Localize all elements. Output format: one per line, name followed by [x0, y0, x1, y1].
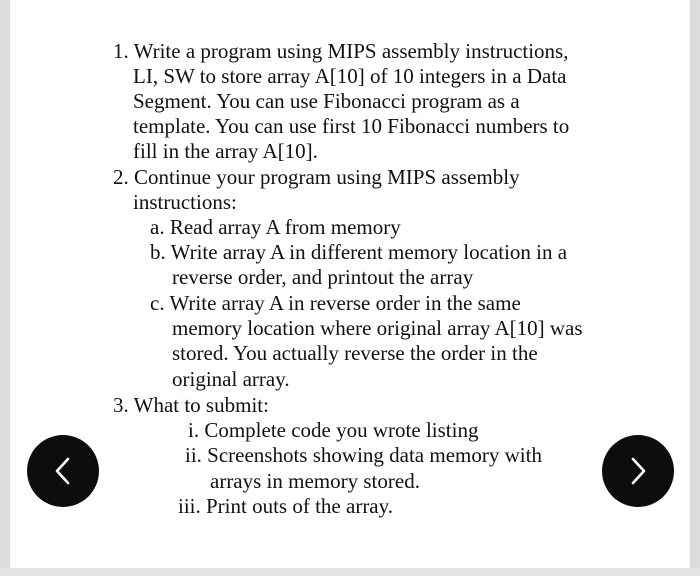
text-line: iii. Print outs of the array. — [178, 494, 394, 518]
text-line: b. Write array A in different memory location in a — [150, 240, 568, 264]
text-line: memory location where original array A[10] was — [172, 316, 583, 340]
text-line: fill in the array A[10]. — [133, 139, 318, 163]
text-line: Segment. You can use Fibonacci program as a — [133, 89, 520, 113]
chevron-right-icon — [626, 457, 650, 485]
next-page-button[interactable] — [602, 435, 674, 507]
text-line: template. You can use first 10 Fibonacci numbers to — [133, 114, 570, 138]
text-line: LI, SW to store array A[10] of 10 integers in a Data — [133, 64, 567, 88]
text-line: reverse order, and printout the array — [172, 265, 474, 289]
text-line: 1. Write a program using MIPS assembly instructions, — [113, 39, 569, 63]
text-line: 3. What to submit: — [113, 393, 269, 417]
text-line: ii. Screenshots showing data memory with — [185, 443, 542, 467]
chevron-left-icon — [51, 457, 75, 485]
text-line: c. Write array A in reverse order in the same — [150, 291, 521, 315]
text-line: a. Read array A from memory — [150, 215, 401, 239]
text-line: instructions: — [133, 190, 237, 214]
text-line: arrays in memory stored. — [210, 469, 420, 493]
text-line: i. Complete code you wrote listing — [188, 418, 479, 442]
text-line: original array. — [172, 367, 290, 391]
text-line: stored. You actually reverse the order in the — [172, 341, 538, 365]
text-line: 2. Continue your program using MIPS assembly — [113, 165, 520, 189]
previous-page-button[interactable] — [27, 435, 99, 507]
